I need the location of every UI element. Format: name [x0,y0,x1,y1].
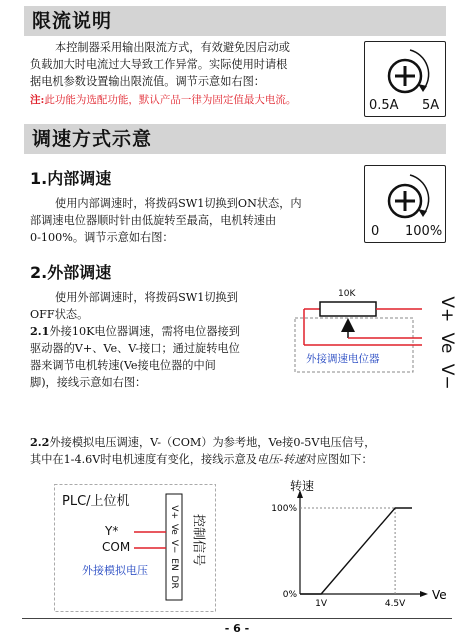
analog-voltage-caption: 外接模拟电压 [82,564,148,577]
x-axis-arrow [420,591,428,597]
internal-speed-title: 1.内部调速 [30,169,112,188]
x-tick-label: 1V [315,599,328,609]
knob-min-label: 0.5A [369,98,399,113]
para-line: 0-100%。调节示意如右图： [30,231,174,244]
note-text: 此功能为选配功能，默认产品一律为固定值最大电流。 [44,94,297,106]
x-tick-label: 4.5V [384,599,406,609]
analog-voltage-paragraph [30,434,450,468]
section-title-speed-control: 调速方式示意 [24,124,446,154]
para-line: 脚)，接线示意如右图： [30,376,147,389]
potentiometer-diagram [294,288,444,388]
para-line: 外接模拟电压调速，V-（COM）为参考地，Ve接0-5V电压信号， [49,436,376,449]
internal-speed-knob [364,165,446,243]
current-limit-knob [364,41,446,117]
para-line: 部调速电位器顺时针由低旋转至最高，电机转速由 [30,214,277,227]
para-line: 据电机参数设置输出限流值。调节示意如右图： [30,75,265,88]
para-line: 对应图如下： [305,453,373,466]
y-tick-label: 0% [282,590,297,600]
current-limit-paragraph [30,39,360,90]
external-speed-title: 2.外部调速 [30,263,112,282]
control-signal-label: 控制信号 [190,513,206,567]
knob-min-label: 0 [371,224,380,239]
pot-caption: 外接调速电位器 [306,353,380,365]
para-number: 2.1 [30,324,50,338]
note-line [30,92,296,109]
page-number: - 6 - [224,622,250,635]
para-emphasis: 电压-转速 [256,453,306,466]
pin-labels: V+ Ve V− EN DR [169,505,179,589]
para-number: 2.2 [30,435,50,449]
para-line: 使用外部调速时，将拨码SW1切换到 [55,291,238,304]
y-terminal-label: Y* [105,524,119,538]
plc-label: PLC/上位机 [62,494,130,509]
internal-speed-paragraph [30,195,360,246]
knob-max-label: 100% [405,224,443,239]
para-line: 外接10K电位器调速，需将电位器接到 [49,325,240,338]
y-axis-label: 转速 [290,479,315,493]
para-line: 其中在1-4.6V时电机速度有变化，接线示意及 [30,453,257,466]
para-line: 本控制器采用输出限流方式，有效避免因启动或 [55,41,290,54]
footer-rule [22,618,452,619]
x-axis-label: Ve [432,588,447,602]
pot-value-label: 10K [338,289,356,299]
para-line: 器来调节电机转速(Ve接电位器的中间 [30,359,216,372]
terminal-labels: V+ Ve V− [437,296,457,390]
external-speed-paragraph [30,289,290,391]
note-label: 注: [30,94,45,106]
y-tick-label: 100% [271,504,297,514]
potentiometer-wiring [294,288,444,388]
para-line: 使用内部调速时，将拨码SW1切换到ON状态，内 [55,197,302,210]
para-line: 负载加大时电流过大导致工作异常。实际使用时请根 [30,58,288,71]
para-line: 驱动器的V+、Ve、V-接口；通过旋转电位 [30,342,240,355]
section-title-current-limit: 限流说明 [24,6,446,36]
voltage-speed-chart [260,478,447,614]
plc-wiring-diagram [54,484,216,612]
knob-max-label: 5A [422,98,440,113]
para-line: OFF状态。 [30,308,89,321]
com-terminal-label: COM [102,540,131,554]
